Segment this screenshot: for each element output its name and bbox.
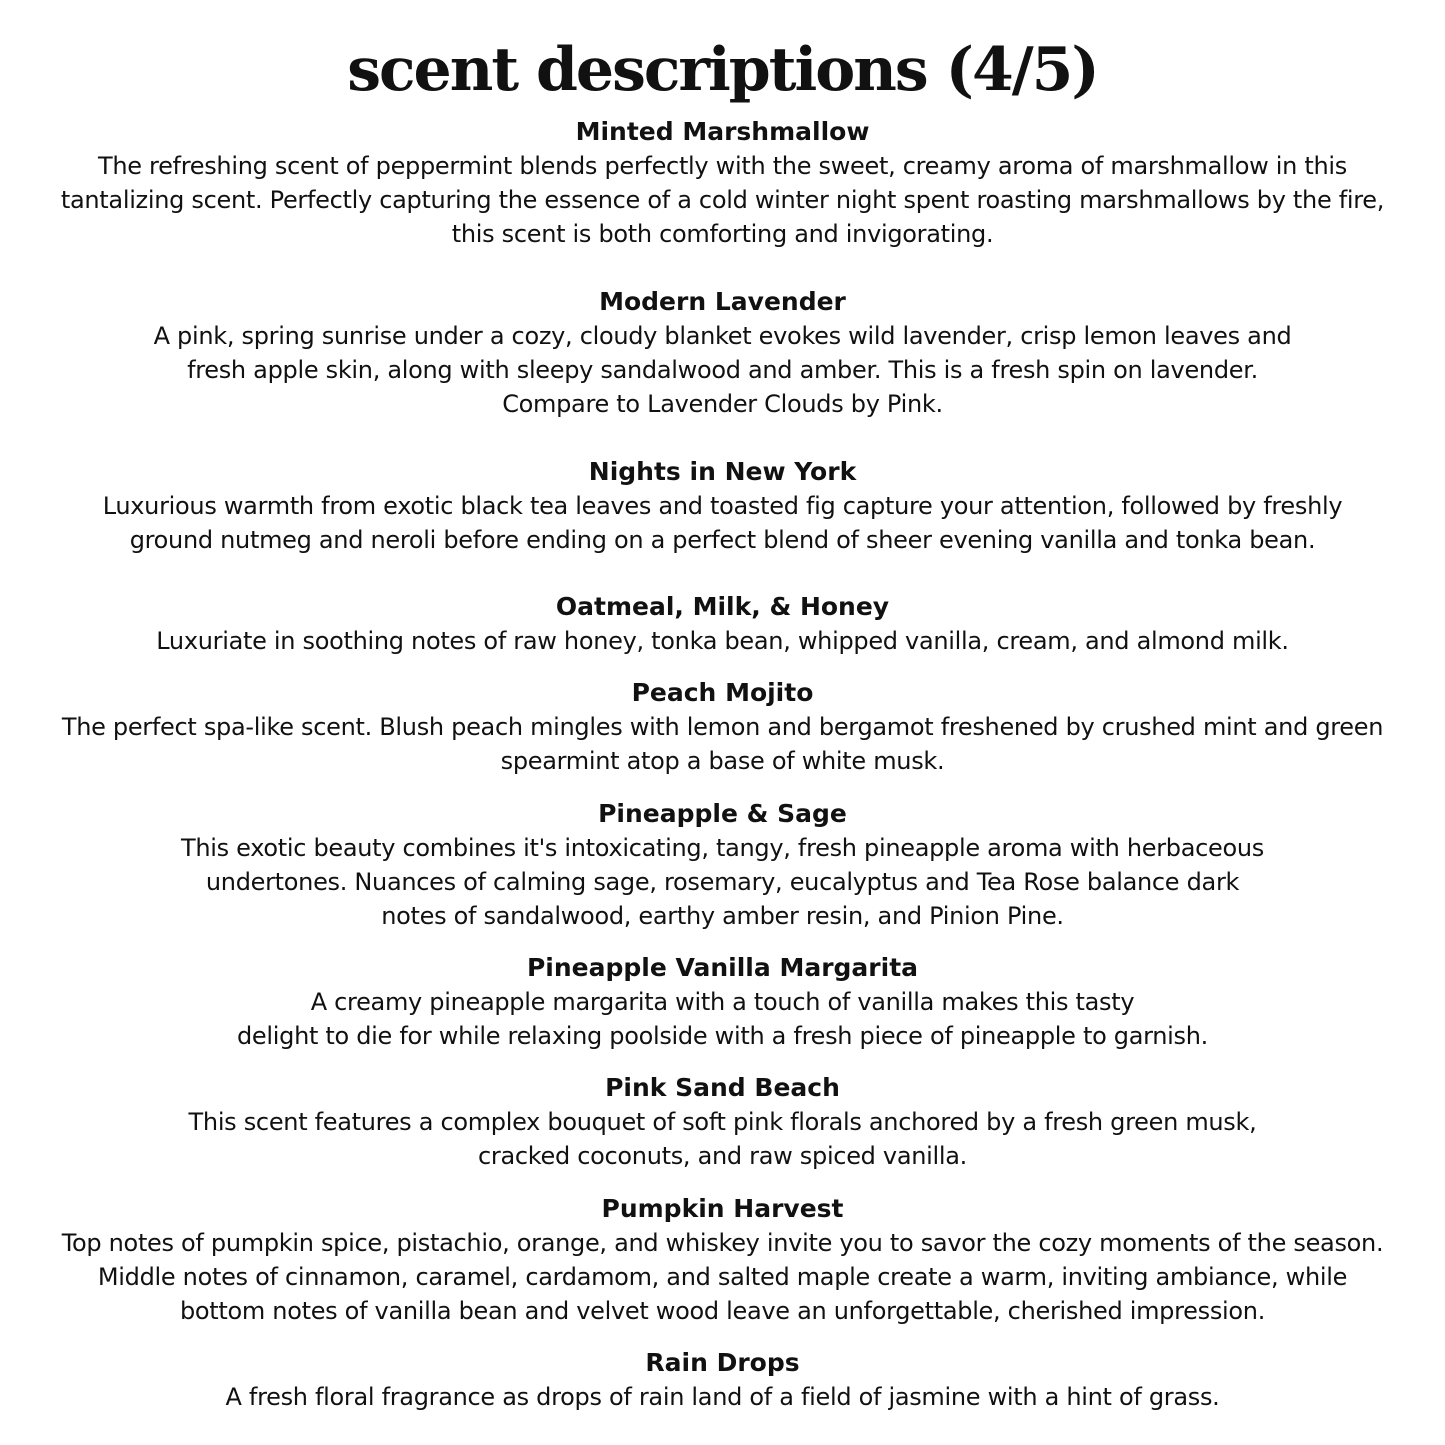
scent-description: [0, 831, 1445, 933]
scent-name: Pumpkin Harvest: [601, 1194, 844, 1223]
description-line: spearmint atop a base of white musk.: [500, 747, 945, 775]
scent-entry-pineapple-vanilla-margarita: [0, 951, 1445, 1053]
scent-entry-peach-mojito: [0, 676, 1445, 778]
description-line: Luxuriate in soothing notes of raw honey, tonka bean, whipped vanilla, cream, and almond milk.: [156, 627, 1289, 655]
scent-name: Rain Drops: [645, 1348, 800, 1377]
scent-name: Pink Sand Beach: [605, 1073, 840, 1102]
scent-name: Pineapple & Sage: [598, 799, 847, 828]
description-line: fresh apple skin, along with sleepy sandalwood and amber. This is a fresh spin on lavender.: [187, 356, 1258, 384]
scent-entry-nights-in-new-york: [0, 455, 1445, 557]
description-line: A fresh floral fragrance as drops of rain land of a field of jasmine with a hint of grass.: [225, 1383, 1220, 1411]
scent-entry-minted-marshmallow: [0, 115, 1445, 251]
scent-description: [0, 149, 1445, 251]
description-line: ground nutmeg and neroli before ending on a perfect blend of sheer evening vanilla and tonka bean.: [129, 526, 1316, 554]
description-line: This scent features a complex bouquet of soft pink florals anchored by a fresh green musk,: [188, 1108, 1257, 1136]
scent-description: [0, 319, 1445, 421]
scent-description: [0, 1105, 1445, 1173]
scent-description: [0, 1380, 1445, 1414]
description-line: This exotic beauty combines it's intoxicating, tangy, fresh pineapple aroma with herbaceous: [181, 834, 1264, 862]
description-line: Top notes of pumpkin spice, pistachio, orange, and whiskey invite you to savor the cozy moments of the season.: [61, 1229, 1384, 1257]
description-line: delight to die for while relaxing poolside with a fresh piece of pineapple to garnish.: [237, 1022, 1208, 1050]
scent-description: [0, 710, 1445, 778]
scent-name: Minted Marshmallow: [575, 117, 870, 146]
description-line: A creamy pineapple margarita with a touch of vanilla makes this tasty: [310, 988, 1135, 1016]
description-line: Middle notes of cinnamon, caramel, cardamom, and salted maple create a warm, inviting ambiance, while: [97, 1263, 1348, 1291]
scent-description: [0, 624, 1445, 658]
scent-name: Oatmeal, Milk, & Honey: [555, 592, 890, 621]
description-line: undertones. Nuances of calming sage, rosemary, eucalyptus and Tea Rose balance dark: [205, 868, 1240, 896]
scent-entry-pumpkin-harvest: [0, 1192, 1445, 1328]
scent-name: Peach Mojito: [631, 678, 814, 707]
description-line: Compare to Lavender Clouds by Pink.: [502, 390, 943, 418]
scent-entry-pink-sand-beach: [0, 1071, 1445, 1173]
scent-entry-modern-lavender: [0, 285, 1445, 421]
scent-name: Modern Lavender: [599, 287, 846, 316]
scent-description: [0, 489, 1445, 557]
scent-description: [0, 985, 1445, 1053]
description-line: tantalizing scent. Perfectly capturing the essence of a cold winter night spent roasting marshmallows by the fire,: [60, 186, 1385, 214]
description-line: A pink, spring sunrise under a cozy, cloudy blanket evokes wild lavender, crisp lemon leaves and: [153, 322, 1292, 350]
description-line: The perfect spa-like scent. Blush peach mingles with lemon and bergamot freshened by crushed mint and green: [61, 713, 1384, 741]
scent-name: Pineapple Vanilla Margarita: [526, 953, 919, 982]
scent-entry-rain-drops: [0, 1346, 1445, 1414]
scent-description: [0, 1226, 1445, 1328]
description-line: cracked coconuts, and raw spiced vanilla.: [478, 1142, 967, 1170]
description-line: notes of sandalwood, earthy amber resin, and Pinion Pine.: [381, 902, 1064, 930]
description-line: Luxurious warmth from exotic black tea leaves and toasted fig capture your attention, followed by freshly: [102, 492, 1343, 520]
scent-name: Nights in New York: [588, 457, 857, 486]
description-line: this scent is both comforting and invigorating.: [451, 220, 994, 248]
scent-entry-oatmeal-milk-honey: [0, 590, 1445, 658]
scent-entry-pineapple-sage: [0, 797, 1445, 933]
description-line: The refreshing scent of peppermint blends perfectly with the sweet, creamy aroma of marshmallow in this: [97, 152, 1348, 180]
description-line: bottom notes of vanilla bean and velvet wood leave an unforgettable, cherished impression.: [179, 1297, 1266, 1325]
page-title: scent descriptions (4/5): [347, 35, 1098, 105]
